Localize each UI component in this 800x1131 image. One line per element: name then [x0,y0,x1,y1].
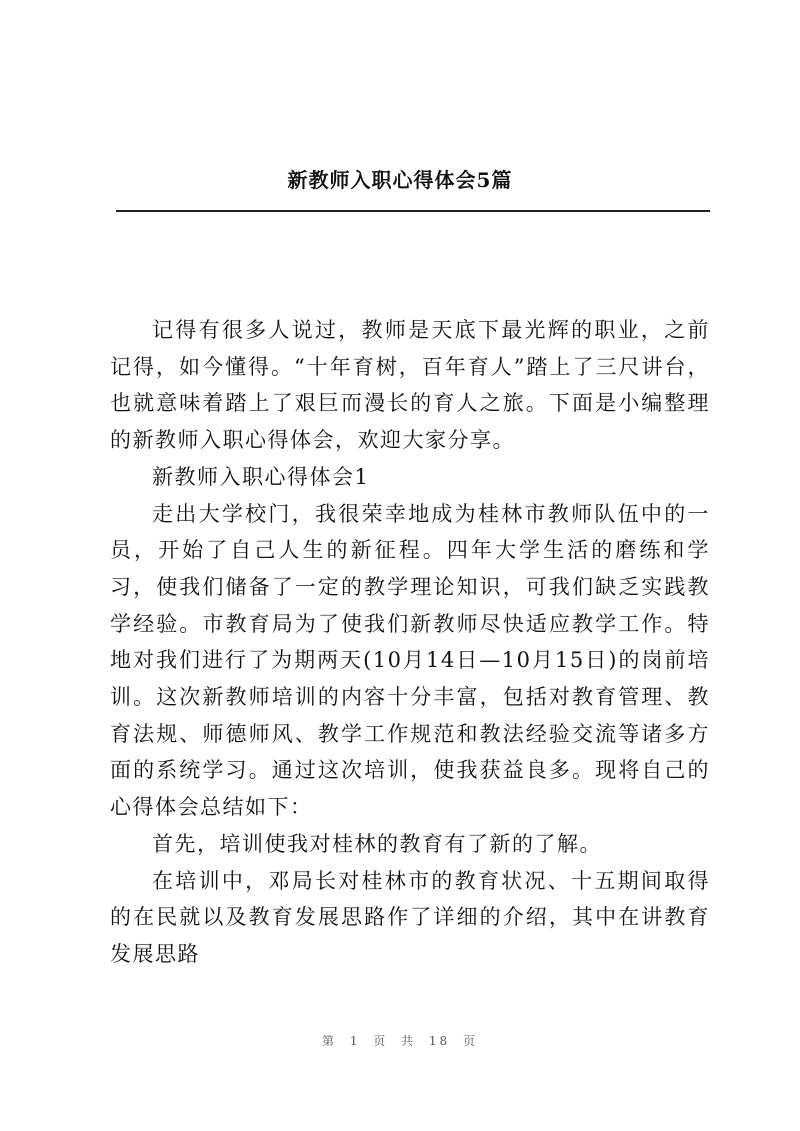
body-paragraph: 首先，培训使我对桂林的教育有了新的了解。 [152,831,602,856]
intro-paragraph: 记得有很多人说过，教师是天底下最光辉的职业，之前记得，如今懂得。“十年育树，百年育人”踏上了三尺讲台，也就意味着踏上了艰巨而漫长的育人之旅。下面是小编整理的新教师入职心得体会，欢迎大家分享。 [110,318,710,453]
body-paragraph: 在培训中，邓局长对桂林市的教育状况、十五期间取得的在民就以及教育发展思路作了详细的介绍，其中在讲教育发展思路 [110,868,710,966]
page-title: 新教师入职心得体会5篇 [287,168,513,192]
document-body [110,312,710,973]
title-underline [116,210,710,212]
body-paragraph: 走出大学校门，我很荣幸地成为桂林市教师队伍中的一员，开始了自己人生的新征程。四年大学生活的磨练和学习，使我们储备了一定的教学理论知识，可我们缺乏实践教学经验。市教育局为了使我们新教师尽快适应教学工作。特地对我们进行了为期两天(10月14日—10月15日)的岗前培训。这次新教师培训的内容十分丰富，包括对教育管理、教育法规、师德师风、教学工作规范和教法经验交流等诸多方面的系统学习。通过这次培训，使我获益良多。现将自己的心得体会总结如下： [110,501,710,820]
section-heading: 新教师入职心得体会1 [152,464,370,489]
page-number-footer: 第 1 页 共 18 页 [322,1034,478,1048]
